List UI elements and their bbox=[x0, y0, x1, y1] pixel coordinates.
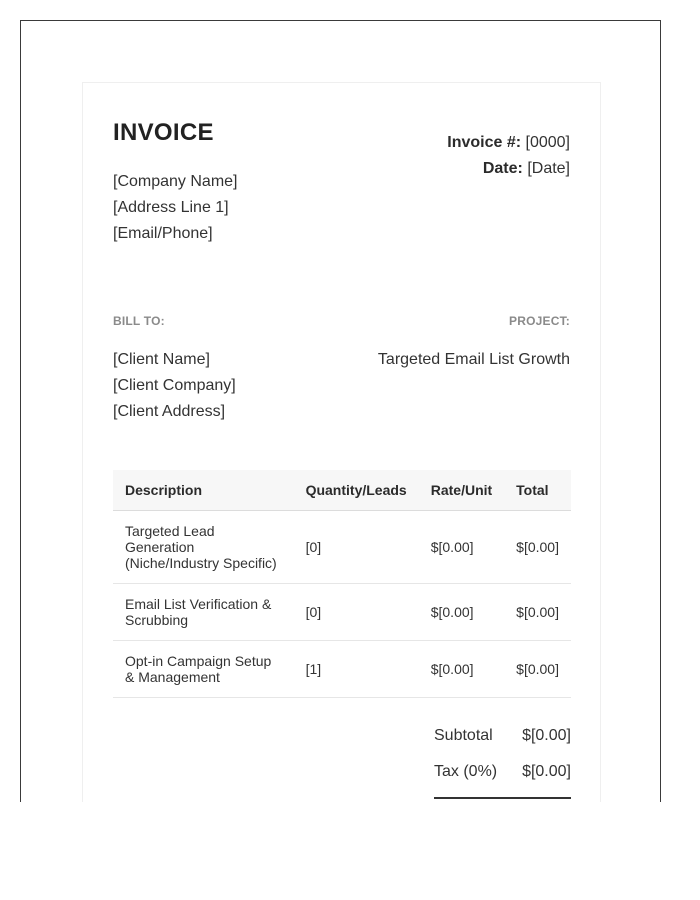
row-rate: $[0.00] bbox=[419, 511, 504, 584]
totals-block bbox=[434, 725, 571, 799]
header-description: Description bbox=[113, 470, 294, 511]
invoice-number-value: [0000] bbox=[525, 134, 570, 151]
client-name: [Client Name] bbox=[113, 351, 210, 368]
subtotal-label: Subtotal bbox=[434, 727, 493, 744]
header-total: Total bbox=[504, 470, 571, 511]
invoice-title: INVOICE bbox=[113, 119, 214, 146]
invoice-date-value: [Date] bbox=[527, 160, 570, 177]
totals-divider bbox=[434, 797, 571, 799]
company-contact: [Email/Phone] bbox=[113, 225, 213, 242]
row-total: $[0.00] bbox=[504, 641, 571, 698]
table-row bbox=[113, 641, 571, 698]
project-label: PROJECT: bbox=[509, 314, 570, 328]
invoice-number-row bbox=[447, 130, 570, 156]
invoice-number-label: Invoice #: bbox=[447, 134, 522, 151]
table-header-row bbox=[113, 470, 571, 511]
row-description: Email List Verification & Scrubbing bbox=[113, 584, 294, 641]
tax-value: $[0.00] bbox=[522, 763, 571, 780]
bill-to-label: BILL TO: bbox=[113, 314, 165, 328]
row-rate: $[0.00] bbox=[419, 584, 504, 641]
project-name: Targeted Email List Growth bbox=[377, 351, 570, 368]
row-total: $[0.00] bbox=[504, 584, 571, 641]
invoice-date-row bbox=[447, 156, 570, 182]
row-description: Targeted Lead Generation (Niche/Industry Specific) bbox=[113, 511, 294, 584]
invoice-meta bbox=[447, 130, 570, 182]
client-address: [Client Address] bbox=[113, 403, 226, 420]
row-quantity: [0] bbox=[294, 511, 419, 584]
bill-to-block bbox=[113, 347, 236, 425]
invoice-sheet bbox=[82, 82, 601, 802]
row-rate: $[0.00] bbox=[419, 641, 504, 698]
company-address: [Address Line 1] bbox=[113, 199, 229, 216]
company-block bbox=[113, 169, 238, 247]
invoice-date-label: Date: bbox=[482, 160, 523, 177]
company-name: [Company Name] bbox=[113, 173, 238, 190]
subtotal-row bbox=[434, 725, 571, 761]
table-row bbox=[113, 511, 571, 584]
header-quantity: Quantity/Leads bbox=[294, 470, 419, 511]
line-items-table bbox=[113, 470, 571, 698]
client-company: [Client Company] bbox=[113, 377, 236, 394]
row-quantity: [1] bbox=[294, 641, 419, 698]
tax-row bbox=[434, 761, 571, 797]
header-rate: Rate/Unit bbox=[419, 470, 504, 511]
row-total: $[0.00] bbox=[504, 511, 571, 584]
subtotal-value: $[0.00] bbox=[522, 727, 571, 744]
tax-label: Tax (0%) bbox=[434, 763, 498, 780]
document-frame bbox=[20, 20, 661, 802]
table-row bbox=[113, 584, 571, 641]
row-description: Opt-in Campaign Setup & Management bbox=[113, 641, 294, 698]
row-quantity: [0] bbox=[294, 584, 419, 641]
